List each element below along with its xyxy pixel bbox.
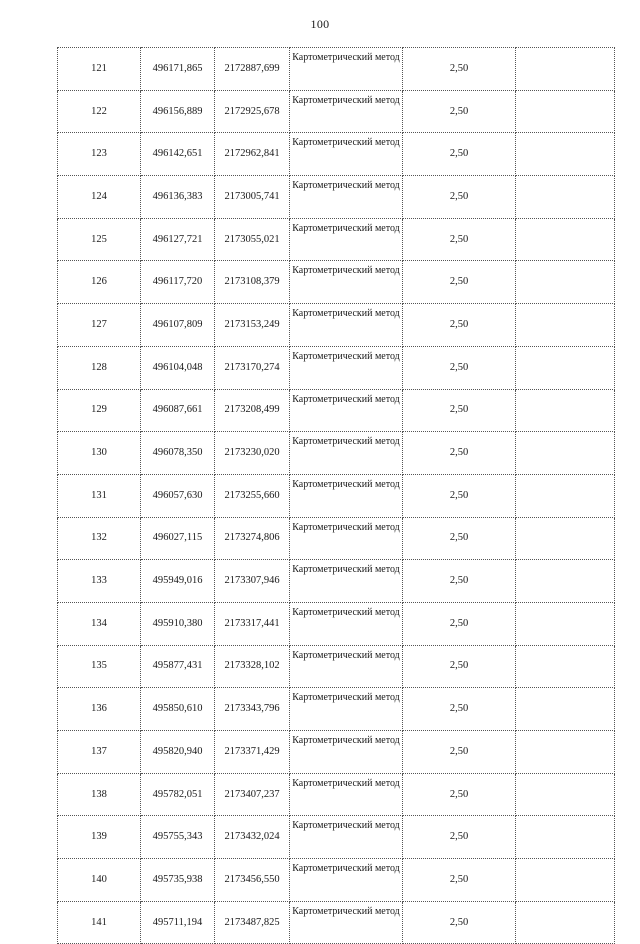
- point-number-cell: 129: [58, 389, 141, 432]
- method-cell: Картометрический метод: [290, 731, 403, 774]
- y-coordinate-cell: 2173487,825: [215, 901, 290, 944]
- x-coordinate-cell: 496057,630: [141, 474, 215, 517]
- point-number-cell: 139: [58, 816, 141, 859]
- y-coordinate-cell: 2173255,660: [215, 474, 290, 517]
- note-cell: [516, 859, 615, 902]
- y-coordinate-cell: 2173407,237: [215, 773, 290, 816]
- point-number-cell: 121: [58, 48, 141, 91]
- accuracy-cell: 2,50: [403, 602, 516, 645]
- x-coordinate-cell: 495910,380: [141, 602, 215, 645]
- note-cell: [516, 731, 615, 774]
- method-cell: Картометрический метод: [290, 645, 403, 688]
- x-coordinate-cell: 496156,889: [141, 90, 215, 133]
- method-cell: Картометрический метод: [290, 859, 403, 902]
- note-cell: [516, 176, 615, 219]
- method-cell: Картометрический метод: [290, 474, 403, 517]
- accuracy-cell: 2,50: [403, 859, 516, 902]
- x-coordinate-cell: 496142,651: [141, 133, 215, 176]
- accuracy-cell: 2,50: [403, 645, 516, 688]
- method-cell: Картометрический метод: [290, 261, 403, 304]
- point-number-cell: 141: [58, 901, 141, 944]
- y-coordinate-cell: 2172887,699: [215, 48, 290, 91]
- point-number-cell: 130: [58, 432, 141, 475]
- point-number-cell: 128: [58, 346, 141, 389]
- note-cell: [516, 474, 615, 517]
- y-coordinate-cell: 2173343,796: [215, 688, 290, 731]
- note-cell: [516, 517, 615, 560]
- x-coordinate-cell: 496027,115: [141, 517, 215, 560]
- y-coordinate-cell: 2173432,024: [215, 816, 290, 859]
- table-row: [58, 218, 615, 261]
- point-number-cell: 140: [58, 859, 141, 902]
- table-row: [58, 48, 615, 91]
- y-coordinate-cell: 2173274,806: [215, 517, 290, 560]
- note-cell: [516, 602, 615, 645]
- table-row: [58, 517, 615, 560]
- y-coordinate-cell: 2173005,741: [215, 176, 290, 219]
- y-coordinate-cell: 2173456,550: [215, 859, 290, 902]
- x-coordinate-cell: 495782,051: [141, 773, 215, 816]
- table-row: [58, 90, 615, 133]
- coordinates-table: [57, 47, 615, 944]
- note-cell: [516, 346, 615, 389]
- point-number-cell: 132: [58, 517, 141, 560]
- y-coordinate-cell: 2173307,946: [215, 560, 290, 603]
- method-cell: Картометрический метод: [290, 389, 403, 432]
- note-cell: [516, 90, 615, 133]
- accuracy-cell: 2,50: [403, 731, 516, 774]
- point-number-cell: 135: [58, 645, 141, 688]
- point-number-cell: 134: [58, 602, 141, 645]
- method-cell: Картометрический метод: [290, 346, 403, 389]
- table-row: [58, 432, 615, 475]
- table-row: [58, 133, 615, 176]
- table-row: [58, 346, 615, 389]
- note-cell: [516, 304, 615, 347]
- note-cell: [516, 48, 615, 91]
- method-cell: Картометрический метод: [290, 773, 403, 816]
- accuracy-cell: 2,50: [403, 688, 516, 731]
- x-coordinate-cell: 496171,865: [141, 48, 215, 91]
- point-number-cell: 133: [58, 560, 141, 603]
- accuracy-cell: 2,50: [403, 389, 516, 432]
- table-row: [58, 602, 615, 645]
- point-number-cell: 131: [58, 474, 141, 517]
- x-coordinate-cell: 496117,720: [141, 261, 215, 304]
- note-cell: [516, 218, 615, 261]
- point-number-cell: 122: [58, 90, 141, 133]
- note-cell: [516, 645, 615, 688]
- accuracy-cell: 2,50: [403, 816, 516, 859]
- method-cell: Картометрический метод: [290, 48, 403, 91]
- accuracy-cell: 2,50: [403, 346, 516, 389]
- note-cell: [516, 432, 615, 475]
- method-cell: Картометрический метод: [290, 517, 403, 560]
- method-cell: Картометрический метод: [290, 218, 403, 261]
- note-cell: [516, 133, 615, 176]
- accuracy-cell: 2,50: [403, 304, 516, 347]
- y-coordinate-cell: 2173170,274: [215, 346, 290, 389]
- accuracy-cell: 2,50: [403, 901, 516, 944]
- table-row: [58, 859, 615, 902]
- y-coordinate-cell: 2173108,379: [215, 261, 290, 304]
- method-cell: Картометрический метод: [290, 90, 403, 133]
- note-cell: [516, 901, 615, 944]
- y-coordinate-cell: 2173317,441: [215, 602, 290, 645]
- x-coordinate-cell: 495711,194: [141, 901, 215, 944]
- x-coordinate-cell: 495877,431: [141, 645, 215, 688]
- y-coordinate-cell: 2173208,499: [215, 389, 290, 432]
- x-coordinate-cell: 495755,343: [141, 816, 215, 859]
- point-number-cell: 124: [58, 176, 141, 219]
- accuracy-cell: 2,50: [403, 474, 516, 517]
- method-cell: Картометрический метод: [290, 304, 403, 347]
- table-row: [58, 304, 615, 347]
- note-cell: [516, 560, 615, 603]
- method-cell: Картометрический метод: [290, 688, 403, 731]
- y-coordinate-cell: 2173153,249: [215, 304, 290, 347]
- accuracy-cell: 2,50: [403, 560, 516, 603]
- point-number-cell: 127: [58, 304, 141, 347]
- y-coordinate-cell: 2172962,841: [215, 133, 290, 176]
- table-row: [58, 731, 615, 774]
- table-row: [58, 176, 615, 219]
- note-cell: [516, 261, 615, 304]
- coordinates-table-body: [58, 48, 615, 944]
- note-cell: [516, 773, 615, 816]
- table-row: [58, 389, 615, 432]
- accuracy-cell: 2,50: [403, 517, 516, 560]
- x-coordinate-cell: 495949,016: [141, 560, 215, 603]
- method-cell: Картометрический метод: [290, 176, 403, 219]
- point-number-cell: 136: [58, 688, 141, 731]
- x-coordinate-cell: 496104,048: [141, 346, 215, 389]
- method-cell: Картометрический метод: [290, 901, 403, 944]
- method-cell: Картометрический метод: [290, 602, 403, 645]
- method-cell: Картометрический метод: [290, 816, 403, 859]
- point-number-cell: 123: [58, 133, 141, 176]
- x-coordinate-cell: 495850,610: [141, 688, 215, 731]
- method-cell: Картометрический метод: [290, 133, 403, 176]
- x-coordinate-cell: 495820,940: [141, 731, 215, 774]
- table-row: [58, 560, 615, 603]
- table-row: [58, 474, 615, 517]
- x-coordinate-cell: 496078,350: [141, 432, 215, 475]
- point-number-cell: 125: [58, 218, 141, 261]
- y-coordinate-cell: 2173055,021: [215, 218, 290, 261]
- accuracy-cell: 2,50: [403, 218, 516, 261]
- method-cell: Картометрический метод: [290, 432, 403, 475]
- x-coordinate-cell: 496087,661: [141, 389, 215, 432]
- table-row: [58, 688, 615, 731]
- accuracy-cell: 2,50: [403, 432, 516, 475]
- accuracy-cell: 2,50: [403, 48, 516, 91]
- table-row: [58, 261, 615, 304]
- note-cell: [516, 816, 615, 859]
- x-coordinate-cell: 495735,938: [141, 859, 215, 902]
- table-row: [58, 645, 615, 688]
- accuracy-cell: 2,50: [403, 261, 516, 304]
- table-row: [58, 901, 615, 944]
- method-cell: Картометрический метод: [290, 560, 403, 603]
- point-number-cell: 137: [58, 731, 141, 774]
- accuracy-cell: 2,50: [403, 176, 516, 219]
- y-coordinate-cell: 2173371,429: [215, 731, 290, 774]
- note-cell: [516, 389, 615, 432]
- note-cell: [516, 688, 615, 731]
- y-coordinate-cell: 2173328,102: [215, 645, 290, 688]
- accuracy-cell: 2,50: [403, 773, 516, 816]
- accuracy-cell: 2,50: [403, 133, 516, 176]
- table-row: [58, 816, 615, 859]
- x-coordinate-cell: 496136,383: [141, 176, 215, 219]
- x-coordinate-cell: 496107,809: [141, 304, 215, 347]
- accuracy-cell: 2,50: [403, 90, 516, 133]
- point-number-cell: 126: [58, 261, 141, 304]
- x-coordinate-cell: 496127,721: [141, 218, 215, 261]
- page-number: 100: [310, 17, 330, 31]
- y-coordinate-cell: 2172925,678: [215, 90, 290, 133]
- y-coordinate-cell: 2173230,020: [215, 432, 290, 475]
- table-row: [58, 773, 615, 816]
- point-number-cell: 138: [58, 773, 141, 816]
